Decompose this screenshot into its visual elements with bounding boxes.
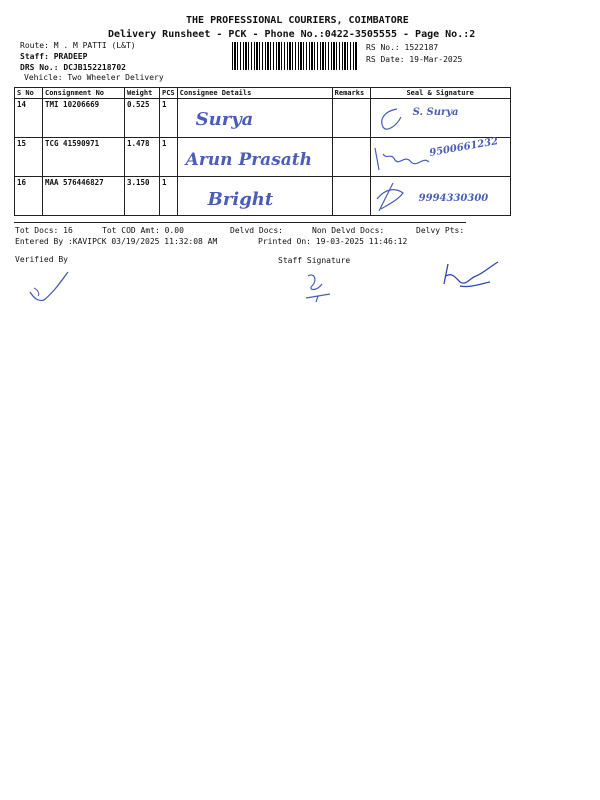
barcode-image: [232, 42, 358, 70]
verified-signature: [24, 268, 74, 308]
staff-signature-label: Staff Signature: [278, 256, 351, 265]
seal-handwriting: 9500661232: [428, 136, 499, 159]
header-pcs: PCS: [160, 88, 178, 99]
header-consignment: Consignment No: [43, 88, 125, 99]
signature-scribble: [375, 105, 405, 135]
consignee-handwriting: Arun Prasath: [185, 150, 312, 170]
row-seal-signature: [370, 177, 510, 216]
row-sno: 15: [15, 138, 43, 177]
delvd-docs: Delvd Docs:: [230, 226, 283, 235]
consignee-handwriting: Bright: [207, 189, 274, 210]
signature-scribble: [371, 140, 431, 176]
entered-by: Entered By :KAVIPCK 03/19/2025 11:32:08 AM: [15, 237, 218, 246]
row-consignee: [177, 177, 332, 216]
row-seal-signature: [370, 138, 510, 177]
runsheet-subtitle: Delivery Runsheet - PCK - Phone No.:0422-3505555 - Page No.:2: [108, 29, 476, 40]
header-weight: Weight: [125, 88, 160, 99]
row-pcs: 1: [160, 99, 178, 138]
row-remarks: [332, 177, 370, 216]
row-weight: 3.150: [125, 177, 160, 216]
header-consignee: Consignee Details: [177, 88, 332, 99]
row-pcs: 1: [160, 177, 178, 216]
row-sno: 16: [15, 177, 43, 216]
staff-signature-scribble: [300, 270, 340, 304]
table-bottom-rule: [14, 222, 466, 223]
verified-by-label: Verified By: [15, 255, 68, 264]
staff-label: Staff: PRADEEP: [20, 52, 88, 61]
drs-label: DRS No.: DCJB152218702: [20, 63, 126, 72]
table-header-row: [15, 88, 511, 99]
tot-docs: Tot Docs: 16: [15, 226, 73, 235]
row-consignment: MAA 576446827: [43, 177, 125, 216]
row-seal-signature: [370, 99, 510, 138]
signature-scribble: [373, 179, 413, 215]
company-title: THE PROFESSIONAL COURIERS, COIMBATORE: [186, 15, 409, 26]
header-seal-signature: Seal & Signature: [370, 88, 510, 99]
row-consignment: TMI 10206669: [43, 99, 125, 138]
row-consignment: TCG 41590971: [43, 138, 125, 177]
vehicle-label: Vehicle: Two Wheeler Delivery: [24, 73, 164, 82]
table-row: [15, 99, 511, 138]
tot-cod-amt: Tot COD Amt: 0.00: [102, 226, 184, 235]
printed-on: Printed On: 19-03-2025 11:46:12: [258, 237, 408, 246]
authority-signature: [440, 258, 504, 292]
delvy-pts: Delvy Pts:: [416, 226, 465, 235]
row-weight: 1.478: [125, 138, 160, 177]
seal-handwriting: 9994330300: [418, 193, 489, 204]
header-remarks: Remarks: [332, 88, 370, 99]
row-sno: 14: [15, 99, 43, 138]
route-label: Route: M . M PATTI (L&T): [20, 41, 136, 50]
row-weight: 0.525: [125, 99, 160, 138]
header-sno: S No: [15, 88, 43, 99]
seal-handwriting: S. Surya: [412, 107, 459, 118]
table-row: [15, 177, 511, 216]
row-remarks: [332, 99, 370, 138]
rs-no-label: RS No.: 1522187: [366, 43, 439, 52]
non-delvd-docs: Non Delvd Docs:: [312, 226, 385, 235]
row-remarks: [332, 138, 370, 177]
rs-date-label: RS Date: 19-Mar-2025: [366, 55, 463, 64]
row-consignee: [177, 99, 332, 138]
consignee-handwriting: Surya: [195, 109, 254, 130]
runsheet-table: [14, 87, 511, 216]
row-consignee: [177, 138, 332, 177]
table-row: [15, 138, 511, 177]
row-pcs: 1: [160, 138, 178, 177]
